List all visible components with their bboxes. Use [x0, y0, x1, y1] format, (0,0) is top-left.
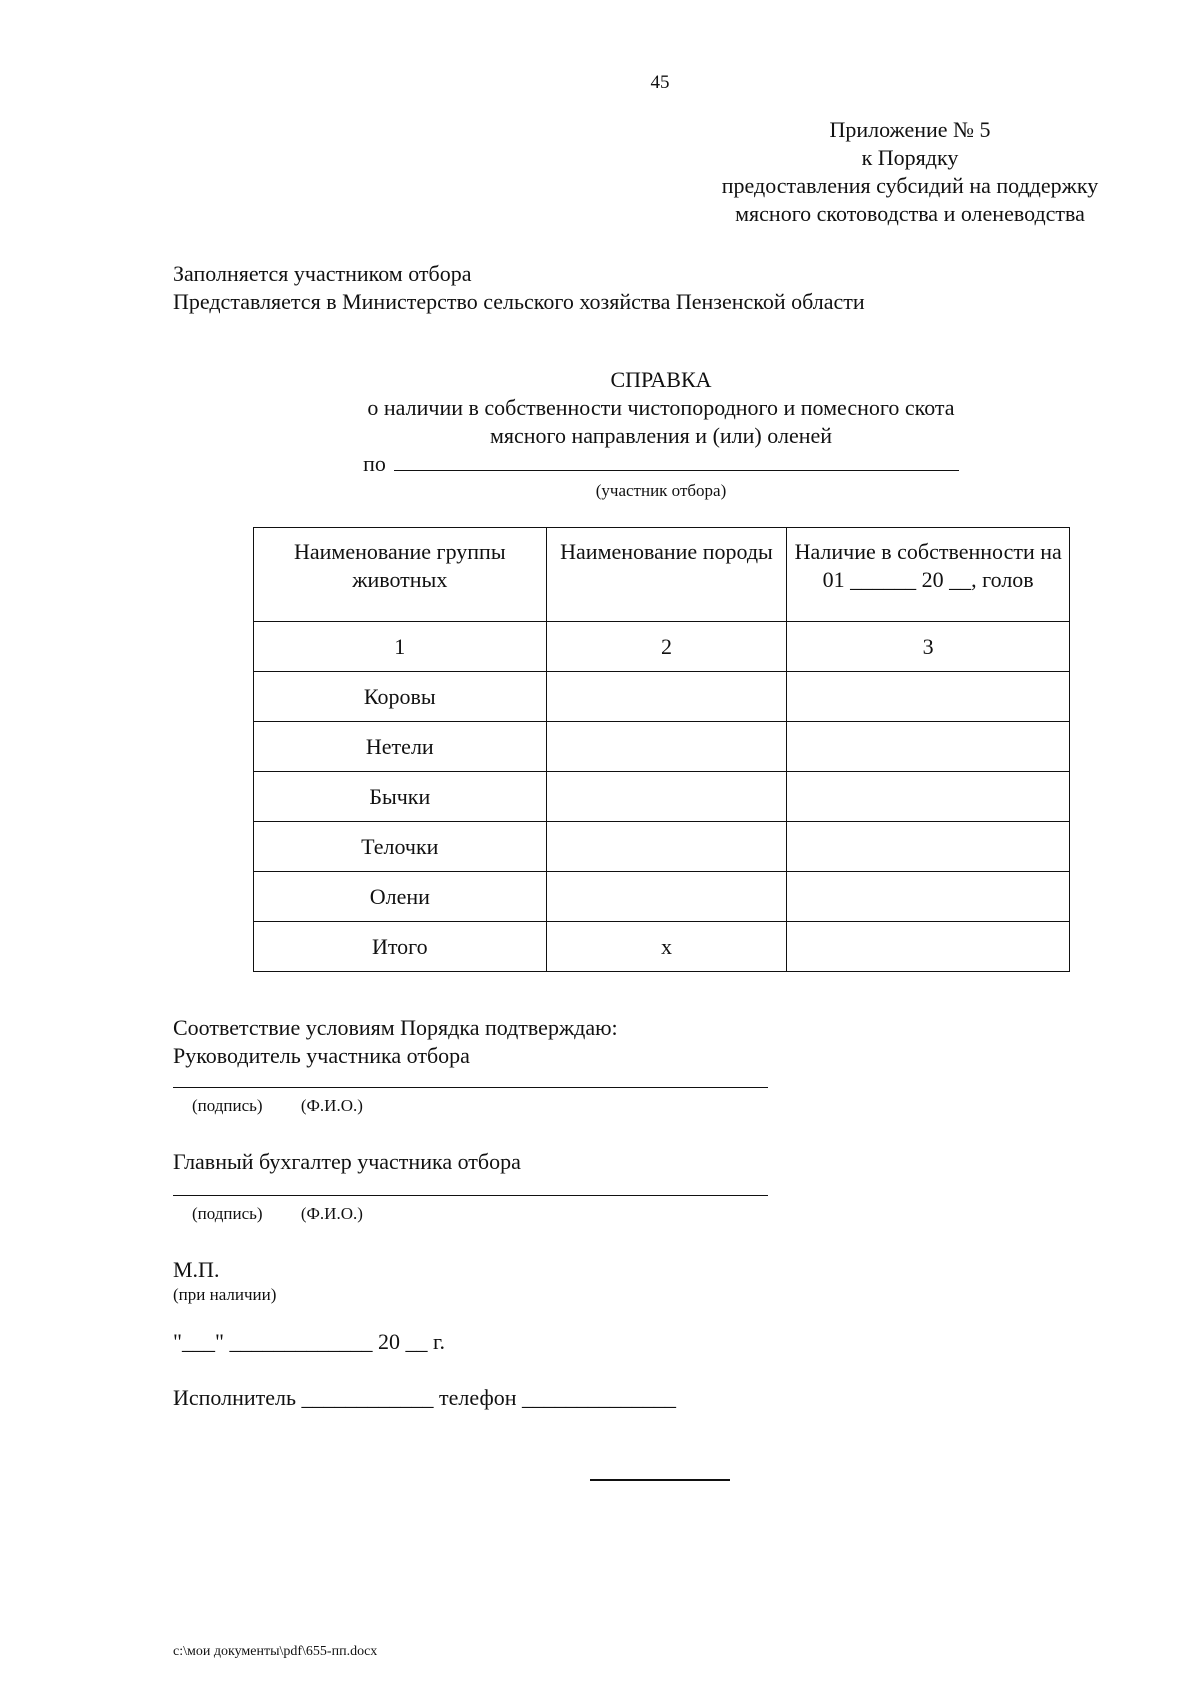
- director-signature-line[interactable]: [173, 1087, 768, 1088]
- column-number: 2: [546, 622, 787, 672]
- count-cell[interactable]: [787, 772, 1070, 822]
- accountant-signature-labels: [192, 1203, 363, 1225]
- breed-cell[interactable]: [546, 772, 787, 822]
- table-row: [254, 722, 1070, 772]
- table-row: [254, 872, 1070, 922]
- document-title: СПРАВКА: [610, 367, 712, 392]
- table-total-row: [254, 922, 1070, 972]
- total-count-cell[interactable]: [787, 922, 1070, 972]
- table-row: [254, 772, 1070, 822]
- confirm-line-2: Руководитель участника отбора: [173, 1043, 470, 1068]
- stamp-note: (при наличии): [173, 1285, 277, 1304]
- table-header-row: [254, 528, 1070, 622]
- date-line[interactable]: "___" _____________ 20 __ г.: [173, 1329, 446, 1354]
- heading-line-2: мясного направления и (или) оленей: [489, 423, 833, 448]
- participant-prefix: по: [363, 451, 386, 476]
- chief-accountant-label: Главный бухгалтер участника отбора: [173, 1149, 521, 1174]
- name-label: (Ф.И.О.): [300, 1204, 363, 1223]
- name-label: (Ф.И.О.): [300, 1096, 363, 1115]
- count-cell[interactable]: [787, 872, 1070, 922]
- header-breed: Наименование породы: [546, 528, 787, 622]
- participant-line: [173, 450, 1149, 478]
- breed-cell[interactable]: [546, 822, 787, 872]
- appendix-line-4: мясного скотоводства и оленеводства: [735, 201, 1085, 226]
- total-breed-cell: х: [546, 922, 787, 972]
- animal-group-cell: Олени: [254, 872, 547, 922]
- livestock-table: [253, 527, 1070, 972]
- breed-cell[interactable]: [546, 722, 787, 772]
- confirm-block: [173, 1014, 618, 1070]
- info-line-2: Представляется в Министерство сельского хозяйства Пензенской области: [173, 289, 865, 314]
- confirm-line-1: Соответствие условиям Порядка подтверждаю:: [173, 1015, 618, 1040]
- column-number: 3: [787, 622, 1070, 672]
- count-cell[interactable]: [787, 822, 1070, 872]
- file-path: c:\мои документы\pdf\655-пп.docx: [173, 1644, 378, 1659]
- header-count: Наличие в собственности на 01 ______ 20 __, голов: [787, 528, 1070, 622]
- end-rule: [590, 1479, 730, 1481]
- signature-label: (подпись): [192, 1096, 263, 1115]
- appendix-line-3: предоставления субсидий на поддержку: [721, 173, 1099, 198]
- signature-label: (подпись): [192, 1204, 263, 1223]
- appendix-line-2: к Порядку: [861, 145, 959, 170]
- appendix-line-1: Приложение № 5: [829, 117, 991, 142]
- column-number: 1: [254, 622, 547, 672]
- page-number: 45: [650, 72, 670, 93]
- animal-group-cell: Коровы: [254, 672, 547, 722]
- document-heading: [173, 366, 1149, 502]
- executor-line[interactable]: Исполнитель ____________ телефон ______________: [173, 1385, 676, 1410]
- table-number-row: [254, 622, 1070, 672]
- info-block: [173, 260, 865, 316]
- breed-cell[interactable]: [546, 672, 787, 722]
- accountant-signature-line[interactable]: [173, 1195, 768, 1196]
- participant-blank[interactable]: [394, 450, 959, 471]
- total-label-cell: Итого: [254, 922, 547, 972]
- animal-group-cell: Бычки: [254, 772, 547, 822]
- count-cell[interactable]: [787, 672, 1070, 722]
- animal-group-cell: Телочки: [254, 822, 547, 872]
- table-row: [254, 672, 1070, 722]
- director-signature-labels: [192, 1095, 363, 1117]
- info-line-1: Заполняется участником отбора: [173, 261, 472, 286]
- heading-line-1: о наличии в собственности чистопородного и помесного скота: [367, 395, 955, 420]
- stamp-label: М.П.: [173, 1257, 220, 1282]
- table-row: [254, 822, 1070, 872]
- participant-caption: (участник отбора): [595, 481, 727, 500]
- header-animal-group: Наименование группы животных: [254, 528, 547, 622]
- appendix-block: [640, 116, 1180, 228]
- animal-group-cell: Нетели: [254, 722, 547, 772]
- breed-cell[interactable]: [546, 872, 787, 922]
- count-cell[interactable]: [787, 722, 1070, 772]
